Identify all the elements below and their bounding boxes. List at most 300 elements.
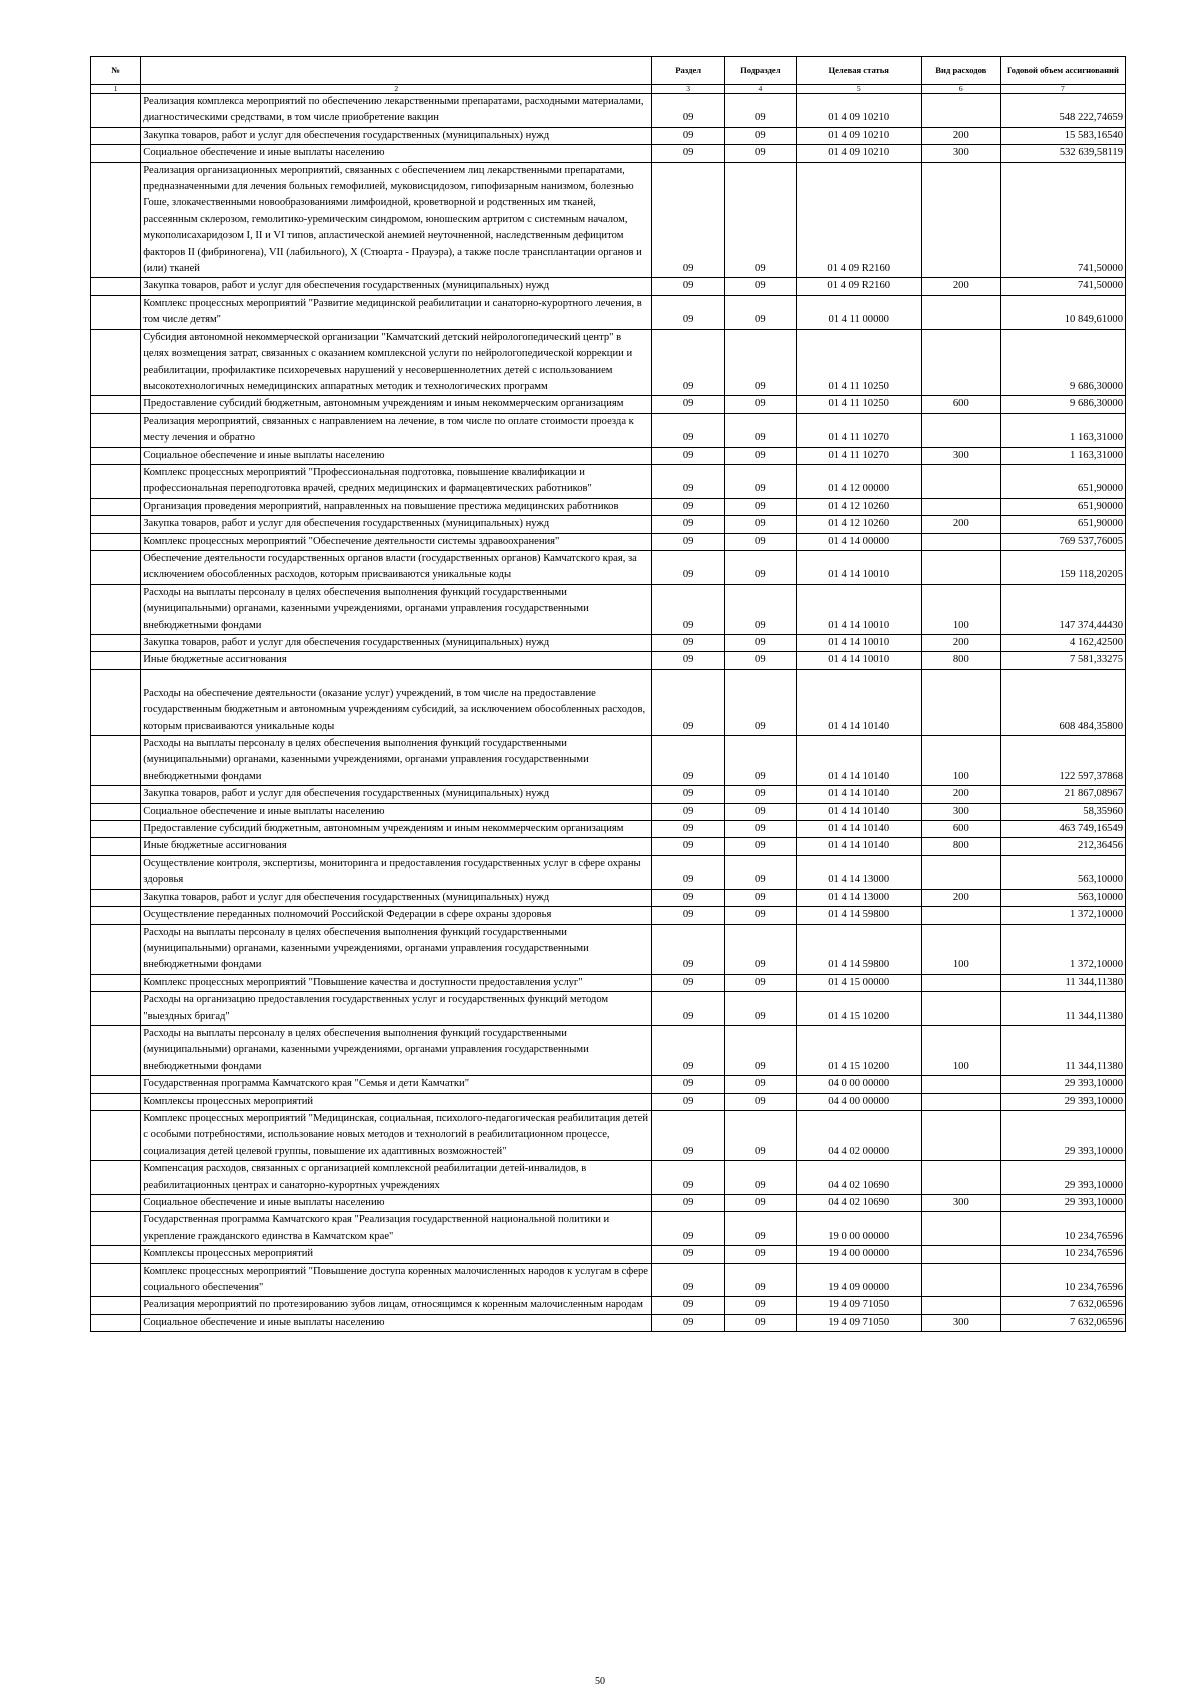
budget-table-body — [91, 94, 1126, 1332]
target-article-cell-text: 01 4 09 10210 — [828, 147, 890, 159]
budget-table — [90, 56, 1126, 1332]
table-row — [91, 1025, 1126, 1075]
target-article-cell — [796, 145, 921, 162]
target-article-cell-text: 01 4 14 10140 — [828, 720, 890, 732]
row-name-cell-text: Обеспечение деятельности государственных органов власти (государственных органов) Камчатского края, за исключением обособленных расходов, которым присваиваются уникальные коды — [143, 552, 637, 581]
table-row — [91, 447, 1126, 464]
target-article-cell — [796, 821, 921, 838]
target-article-cell-text: 01 4 15 00000 — [828, 976, 890, 988]
row-name-cell — [141, 162, 652, 278]
expense-type-cell-text: 300 — [952, 147, 969, 159]
table-row — [91, 127, 1126, 144]
razdel-cell — [652, 855, 725, 889]
razdel-cell-text: 09 — [682, 637, 694, 648]
row-name-cell-text: Расходы на обеспечение деятельности (оказание услуг) учреждений, в том числе на предоставление государственным бюджетным и автономным учреждениям субсидий, за исключением обособленных расходов, которым присваиваются уникальные коды — [143, 687, 646, 732]
amount-cell — [1000, 550, 1125, 584]
target-article-cell — [796, 803, 921, 820]
target-article-cell-text: 01 4 09 R2160 — [827, 280, 891, 292]
row-name-cell — [141, 1297, 652, 1314]
row-name-cell — [141, 669, 652, 735]
row-name-cell — [141, 94, 652, 128]
expense-type-cell — [921, 1263, 1000, 1297]
amount-cell — [1000, 498, 1125, 515]
row-number-cell — [91, 974, 141, 991]
expense-type-cell-text: 100 — [952, 770, 969, 782]
podrazdel-cell-text: 09 — [755, 398, 766, 410]
table-row — [91, 1093, 1126, 1110]
table-row — [91, 1110, 1126, 1160]
podrazdel-cell — [725, 413, 797, 447]
target-article-cell — [796, 1110, 921, 1160]
podrazdel-cell-text: 09 — [755, 1316, 766, 1328]
podrazdel-cell — [725, 584, 797, 634]
razdel-cell — [652, 1110, 725, 1160]
amount-cell — [1000, 838, 1125, 855]
row-name-cell-text: Осуществление переданных полномочий Российской Федерации в сфере охраны здоровья — [143, 909, 552, 921]
razdel-cell — [652, 992, 725, 1026]
amount-cell-text: 58,35960 — [1083, 805, 1123, 817]
row-name-cell — [141, 329, 652, 396]
amount-cell — [1000, 94, 1125, 128]
row-number-cell — [91, 329, 141, 396]
row-number-cell — [91, 838, 141, 855]
row-name-cell — [141, 278, 652, 295]
razdel-cell — [652, 584, 725, 634]
amount-cell-text: 651,90000 — [1077, 518, 1123, 530]
podrazdel-cell — [725, 803, 797, 820]
razdel-cell — [652, 498, 725, 515]
podrazdel-cell — [725, 1212, 797, 1246]
amount-cell-text: 563,10000 — [1077, 874, 1123, 886]
row-number-cell — [91, 907, 141, 924]
amount-cell-text: 11 344,11380 — [1065, 976, 1123, 988]
razdel-cell-text: 09 — [682, 909, 694, 921]
podrazdel-cell — [725, 145, 797, 162]
amount-cell-text: 29 393,10000 — [1064, 1179, 1123, 1191]
row-name-cell-text: Реализация организационных мероприятий, связанных с обеспечением лиц лекарственными препаратами, предназначенными для лечения больных гемофилией, муковисцидозом, гипофизарным нанизмом, болезнью Гоше, злокачественными новообразованиями лимфоидной, кроветворной и родственных им тканей, рассеянным склерозом, гемолитико-уремическим синдромом, юношеским артритом с системным началом, мукополисахаридозом I, II и VI типов, апластической анемией неуточненной, наследственным дефицитом факторов II (фибриногена), VII (лабильного), X (Стюарта - Прауэра), а также после трансплантации органов и (или) тканей — [143, 164, 642, 275]
table-row — [91, 803, 1126, 820]
table-row — [91, 1297, 1126, 1314]
expense-type-cell — [921, 584, 1000, 634]
target-article-cell-text: 01 4 14 13000 — [828, 874, 890, 886]
row-name-cell — [141, 1161, 652, 1195]
razdel-cell — [652, 295, 725, 329]
podrazdel-cell-text: 09 — [755, 263, 766, 275]
target-article-cell-text: 01 4 09 10210 — [828, 112, 890, 124]
target-article-cell — [796, 295, 921, 329]
target-article-cell — [796, 329, 921, 396]
podrazdel-cell-text: 09 — [755, 1299, 766, 1311]
podrazdel-cell — [725, 295, 797, 329]
table-row — [91, 669, 1126, 735]
row-number-cell — [91, 635, 141, 652]
amount-cell — [1000, 1110, 1125, 1160]
table-row — [91, 1263, 1126, 1297]
expense-type-cell — [921, 1076, 1000, 1093]
row-number-cell — [91, 1297, 141, 1314]
razdel-cell-text: 09 — [682, 1248, 694, 1260]
amount-cell-text: 29 393,10000 — [1064, 1197, 1123, 1208]
expense-type-cell-text: 300 — [952, 449, 969, 461]
row-name-cell-text: Закупка товаров, работ и услуг для обеспечения государственных (муниципальных) нужд — [143, 788, 550, 800]
podrazdel-cell — [725, 1263, 797, 1297]
razdel-cell-text: 09 — [682, 1010, 694, 1022]
expense-type-cell — [921, 907, 1000, 924]
target-article-cell — [796, 974, 921, 991]
row-number-cell — [91, 1110, 141, 1160]
amount-cell-text: 1 372,10000 — [1070, 959, 1123, 971]
razdel-cell — [652, 821, 725, 838]
amount-cell — [1000, 907, 1125, 924]
podrazdel-cell — [725, 907, 797, 924]
page-number: 50 — [595, 1676, 605, 1687]
amount-cell — [1000, 413, 1125, 447]
row-name-cell-text: Субсидия автономной некоммерческой организации "Камчатский детский нейрологопедический центр" в целях возмещения затрат, связанных с оказанием комплексной услуги по нейрологопедической коррекции и реабилитации, профилактике психоречевых нарушений у несовершеннолетних детей с использованием высокотехнологичных немедицинских аппаратных методик и технологических программ — [143, 331, 633, 392]
expense-type-cell — [921, 447, 1000, 464]
table-row — [91, 295, 1126, 329]
row-name-cell — [141, 1025, 652, 1075]
row-name-cell-text: Закупка товаров, работ и услуг для обеспечения государственных (муниципальных) нужд — [143, 280, 550, 292]
expense-type-cell — [921, 803, 1000, 820]
target-article-cell-text: 01 4 12 10260 — [828, 518, 890, 530]
amount-cell-text: 741,50000 — [1077, 263, 1123, 275]
razdel-cell-text: 09 — [682, 654, 694, 666]
target-article-cell — [796, 1093, 921, 1110]
amount-cell — [1000, 1263, 1125, 1297]
row-name-cell — [141, 889, 652, 906]
target-article-cell-text: 04 0 00 00000 — [828, 1078, 890, 1090]
razdel-cell-text: 09 — [682, 263, 694, 275]
amount-cell — [1000, 1314, 1125, 1331]
target-article-cell — [796, 838, 921, 855]
expense-type-cell — [921, 786, 1000, 803]
target-article-cell — [796, 1297, 921, 1314]
podrazdel-cell-text: 09 — [755, 1010, 766, 1022]
table-row — [91, 924, 1126, 974]
amount-cell — [1000, 855, 1125, 889]
razdel-cell-text: 09 — [682, 112, 694, 124]
row-number-cell — [91, 1161, 141, 1195]
amount-cell — [1000, 533, 1125, 550]
podrazdel-cell-text: 09 — [755, 483, 766, 495]
expense-type-cell-text: 600 — [952, 398, 969, 410]
target-article-cell-text: 01 4 11 00000 — [828, 314, 889, 326]
target-article-cell — [796, 1195, 921, 1212]
target-article-cell — [796, 924, 921, 974]
podrazdel-cell-text: 09 — [755, 1145, 766, 1157]
table-row — [91, 786, 1126, 803]
table-row — [91, 550, 1126, 584]
target-article-cell-text: 01 4 14 10010 — [828, 569, 890, 581]
row-number-cell — [91, 669, 141, 735]
row-name-cell-text: Закупка товаров, работ и услуг для обеспечения государственных (муниципальных) нужд — [143, 637, 550, 648]
row-name-cell-text: Расходы на выплаты персоналу в целях обеспечения выполнения функций государственными (муниципальными) органами, казенными учреждениями, органами управления государственными внебюджетными фондами — [143, 738, 589, 782]
expense-type-cell — [921, 127, 1000, 144]
target-article-cell-text: 04 4 00 00000 — [828, 1095, 890, 1107]
amount-cell — [1000, 1093, 1125, 1110]
expense-type-cell — [921, 516, 1000, 533]
podrazdel-cell — [725, 1246, 797, 1263]
row-name-cell — [141, 1246, 652, 1263]
amount-cell-text: 769 537,76005 — [1059, 535, 1123, 547]
expense-type-cell — [921, 550, 1000, 584]
table-row — [91, 652, 1126, 669]
podrazdel-cell — [725, 162, 797, 278]
target-article-cell — [796, 516, 921, 533]
razdel-cell — [652, 1161, 725, 1195]
podrazdel-cell — [725, 1161, 797, 1195]
expense-type-cell — [921, 94, 1000, 128]
amount-cell-text: 532 639,58119 — [1059, 147, 1123, 159]
amount-cell-text: 9 686,30000 — [1070, 398, 1123, 410]
target-article-cell — [796, 907, 921, 924]
header-podrazdel: Подраздел — [725, 57, 797, 85]
podrazdel-cell — [725, 127, 797, 144]
table-row — [91, 855, 1126, 889]
target-article-cell — [796, 786, 921, 803]
row-name-cell — [141, 1110, 652, 1160]
row-number-cell — [91, 162, 141, 278]
row-number-cell — [91, 786, 141, 803]
target-article-cell — [796, 464, 921, 498]
amount-cell — [1000, 786, 1125, 803]
amount-cell-text: 122 597,37868 — [1059, 770, 1123, 782]
razdel-cell-text: 09 — [682, 1060, 694, 1072]
razdel-cell — [652, 786, 725, 803]
razdel-cell-text: 09 — [682, 449, 694, 461]
target-article-cell-text: 01 4 11 10270 — [828, 449, 889, 461]
row-name-cell-text: Расходы на выплаты персоналу в целях обеспечения выполнения функций государственными (муниципальными) органами, казенными учреждениями, органами управления государственными внебюджетными фондами — [143, 1027, 589, 1072]
amount-cell — [1000, 127, 1125, 144]
podrazdel-cell — [725, 924, 797, 974]
row-name-cell-text: Социальное обеспечение и иные выплаты населению — [143, 1316, 385, 1328]
razdel-cell-text: 09 — [682, 1179, 694, 1191]
row-name-cell-text: Расходы на организацию предоставления государственных услуг и государственных функций методом "выездных бригад" — [143, 994, 609, 1022]
podrazdel-cell-text: 09 — [755, 891, 766, 903]
row-name-cell — [141, 1195, 652, 1212]
row-number-cell — [91, 145, 141, 162]
podrazdel-cell — [725, 855, 797, 889]
razdel-cell-text: 09 — [682, 788, 694, 800]
amount-cell — [1000, 278, 1125, 295]
target-article-cell-text: 01 4 11 10250 — [828, 398, 889, 410]
razdel-cell — [652, 736, 725, 786]
row-name-cell — [141, 447, 652, 464]
razdel-cell-text: 09 — [682, 380, 694, 392]
row-name-cell — [141, 855, 652, 889]
row-name-cell-text: Комплекс процессных мероприятий "Повышение доступа коренных малочисленных народов к услугам в сфере социального обеспечения" — [143, 1265, 648, 1294]
expense-type-cell — [921, 1025, 1000, 1075]
table-row — [91, 1314, 1126, 1331]
target-article-cell — [796, 635, 921, 652]
podrazdel-cell — [725, 974, 797, 991]
table-row — [91, 464, 1126, 498]
expense-type-cell — [921, 329, 1000, 396]
amount-cell — [1000, 516, 1125, 533]
target-article-cell — [796, 396, 921, 413]
row-name-cell — [141, 1076, 652, 1093]
amount-cell-text: 10 234,76596 — [1064, 1282, 1123, 1294]
amount-cell-text: 147 374,44430 — [1059, 619, 1123, 631]
expense-type-cell — [921, 924, 1000, 974]
target-article-cell-text: 01 4 14 10140 — [828, 788, 890, 800]
row-name-cell — [141, 413, 652, 447]
podrazdel-cell — [725, 889, 797, 906]
row-name-cell-text: Социальное обеспечение и иные выплаты населению — [143, 805, 385, 817]
row-name-cell — [141, 464, 652, 498]
row-number-cell — [91, 736, 141, 786]
table-row — [91, 635, 1126, 652]
row-number-cell — [91, 533, 141, 550]
table-row — [91, 1076, 1126, 1093]
amount-cell — [1000, 821, 1125, 838]
table-row — [91, 396, 1126, 413]
amount-cell — [1000, 162, 1125, 278]
podrazdel-cell — [725, 1195, 797, 1212]
razdel-cell — [652, 1314, 725, 1331]
razdel-cell — [652, 1076, 725, 1093]
column-number: 4 — [725, 85, 797, 94]
column-number: 5 — [796, 85, 921, 94]
row-name-cell — [141, 974, 652, 991]
amount-cell-text: 29 393,10000 — [1064, 1095, 1123, 1107]
razdel-cell-text: 09 — [682, 483, 694, 495]
row-name-cell-text: Комплекс процессных мероприятий "Профессиональная подготовка, повышение квалификации и профессиональная переподготовка врачей, средних медицинских и фармацевтических работников" — [143, 466, 592, 495]
razdel-cell-text: 09 — [682, 129, 694, 141]
row-number-cell — [91, 127, 141, 144]
row-name-cell — [141, 1093, 652, 1110]
amount-cell — [1000, 295, 1125, 329]
amount-cell — [1000, 974, 1125, 991]
table-row — [91, 278, 1126, 295]
table-row — [91, 838, 1126, 855]
target-article-cell-text: 01 4 12 00000 — [828, 483, 890, 495]
target-article-cell — [796, 1025, 921, 1075]
podrazdel-cell-text: 09 — [755, 449, 766, 461]
row-name-cell-text: Социальное обеспечение и иные выплаты населению — [143, 147, 385, 159]
table-row — [91, 1212, 1126, 1246]
target-article-cell — [796, 992, 921, 1026]
header-target-article: Целевая статья — [796, 57, 921, 85]
podrazdel-cell — [725, 821, 797, 838]
row-name-cell — [141, 1212, 652, 1246]
row-name-cell — [141, 907, 652, 924]
row-name-cell-text: Реализация мероприятий, связанных с направлением на лечение, в том числе по оплате стоимости проезда к месту лечения и обратно — [143, 415, 634, 444]
row-name-cell-text: Предоставление субсидий бюджетным, автономным учреждениям и иным некоммерческим организациям — [143, 823, 624, 835]
table-row — [91, 1161, 1126, 1195]
expense-type-cell — [921, 533, 1000, 550]
target-article-cell — [796, 652, 921, 669]
target-article-cell-text: 01 4 14 00000 — [828, 535, 890, 547]
expense-type-cell — [921, 278, 1000, 295]
row-name-cell — [141, 550, 652, 584]
row-number-cell — [91, 855, 141, 889]
razdel-cell-text: 09 — [682, 432, 694, 444]
row-name-cell-text: Комплексы процессных мероприятий — [143, 1095, 314, 1107]
podrazdel-cell-text: 09 — [755, 1197, 766, 1208]
row-name-cell-text: Социальное обеспечение и иные выплаты населению — [143, 449, 385, 461]
podrazdel-cell-text: 09 — [755, 823, 766, 835]
amount-cell-text: 15 583,16540 — [1064, 129, 1123, 141]
row-number-cell — [91, 278, 141, 295]
target-article-cell — [796, 1314, 921, 1331]
expense-type-cell — [921, 1110, 1000, 1160]
row-number-cell — [91, 1212, 141, 1246]
expense-type-cell-text: 100 — [952, 619, 969, 631]
podrazdel-cell-text: 09 — [755, 1060, 766, 1072]
row-name-cell — [141, 1263, 652, 1297]
row-number-cell — [91, 992, 141, 1026]
expense-type-cell — [921, 838, 1000, 855]
amount-cell — [1000, 447, 1125, 464]
podrazdel-cell-text: 09 — [755, 1248, 766, 1260]
target-article-cell-text: 19 4 09 00000 — [828, 1282, 890, 1294]
expense-type-cell — [921, 1161, 1000, 1195]
row-name-cell — [141, 992, 652, 1026]
razdel-cell — [652, 1195, 725, 1212]
target-article-cell-text: 19 0 00 00000 — [828, 1230, 890, 1242]
podrazdel-cell — [725, 838, 797, 855]
target-article-cell — [796, 1161, 921, 1195]
expense-type-cell — [921, 635, 1000, 652]
column-number: 1 — [91, 85, 141, 94]
podrazdel-cell — [725, 550, 797, 584]
amount-cell — [1000, 1195, 1125, 1212]
target-article-cell-text: 01 4 15 10200 — [828, 1060, 890, 1072]
column-number: 6 — [921, 85, 1000, 94]
table-row — [91, 94, 1126, 128]
row-name-cell-text: Реализация комплекса мероприятий по обеспечению лекарственными препаратами, расходными материалами, диагностическими средствами, в том числе приобретение вакцин — [143, 96, 644, 124]
amount-cell — [1000, 1212, 1125, 1246]
podrazdel-cell — [725, 533, 797, 550]
amount-cell — [1000, 396, 1125, 413]
razdel-cell — [652, 974, 725, 991]
razdel-cell — [652, 396, 725, 413]
amount-cell-text: 7 632,06596 — [1070, 1316, 1123, 1328]
target-article-cell-text: 01 4 14 10010 — [828, 654, 890, 666]
podrazdel-cell-text: 09 — [755, 1179, 766, 1191]
target-article-cell-text: 01 4 14 10140 — [828, 823, 890, 835]
amount-cell-text: 741,50000 — [1077, 280, 1123, 292]
razdel-cell-text: 09 — [682, 1282, 694, 1294]
podrazdel-cell — [725, 396, 797, 413]
target-article-cell — [796, 94, 921, 128]
podrazdel-cell-text: 09 — [755, 720, 766, 732]
row-number-cell — [91, 516, 141, 533]
row-name-cell — [141, 838, 652, 855]
expense-type-cell — [921, 889, 1000, 906]
table-row — [91, 413, 1126, 447]
podrazdel-cell-text: 09 — [755, 654, 766, 666]
row-number-cell — [91, 498, 141, 515]
podrazdel-cell-text: 09 — [755, 619, 766, 631]
row-number-cell — [91, 889, 141, 906]
expense-type-cell-text: 200 — [952, 129, 969, 141]
podrazdel-cell-text: 09 — [755, 569, 766, 581]
razdel-cell — [652, 803, 725, 820]
row-number-cell — [91, 464, 141, 498]
podrazdel-cell — [725, 736, 797, 786]
target-article-cell — [796, 1246, 921, 1263]
expense-type-cell — [921, 974, 1000, 991]
amount-cell-text: 159 118,20205 — [1059, 569, 1123, 581]
razdel-cell — [652, 635, 725, 652]
row-number-cell — [91, 803, 141, 820]
target-article-cell-text: 01 4 14 59800 — [828, 959, 890, 971]
amount-cell — [1000, 329, 1125, 396]
razdel-cell — [652, 669, 725, 735]
row-name-cell — [141, 1314, 652, 1331]
